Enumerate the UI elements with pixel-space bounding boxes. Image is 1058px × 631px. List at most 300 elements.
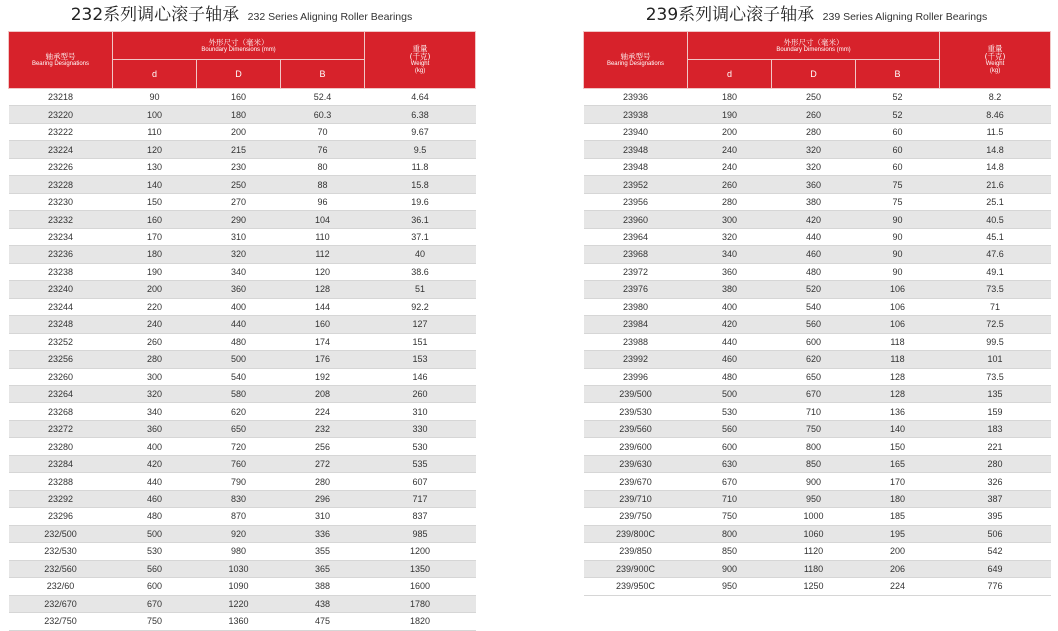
- cell-B: 96: [281, 193, 365, 210]
- cell-d: 750: [688, 508, 772, 525]
- table-row: [9, 298, 476, 315]
- cell-D: 1250: [772, 578, 856, 595]
- cell-B: 70: [281, 123, 365, 140]
- cell-designation: 239/560: [584, 420, 688, 437]
- cell-weight: 1200: [365, 543, 476, 560]
- cell-B: 150: [856, 438, 940, 455]
- title-en: 232 Series Aligning Roller Bearings: [247, 11, 413, 23]
- cell-designation: 23948: [584, 158, 688, 175]
- table-row: [9, 123, 476, 140]
- cell-B: 365: [281, 560, 365, 577]
- cell-designation: 23220: [9, 106, 113, 123]
- cell-d: 750: [113, 613, 197, 630]
- cell-designation: 239/950C: [584, 578, 688, 595]
- table-panel-232: [8, 0, 475, 631]
- cell-D: 230: [197, 158, 281, 175]
- cell-B: 106: [856, 281, 940, 298]
- cell-designation: 23980: [584, 298, 688, 315]
- cell-B: 90: [856, 228, 940, 245]
- cell-designation: 232/530: [9, 543, 113, 560]
- cell-B: 52: [856, 89, 940, 106]
- title-en: 239 Series Aligning Roller Bearings: [822, 11, 988, 23]
- cell-weight: 14.8: [940, 158, 1051, 175]
- cell-weight: 153: [365, 351, 476, 368]
- cell-d: 160: [113, 211, 197, 228]
- cell-D: 1090: [197, 578, 281, 595]
- bearing-table-239: [583, 31, 1051, 596]
- cell-B: 52.4: [281, 89, 365, 106]
- table-row: [584, 543, 1051, 560]
- cell-D: 180: [197, 106, 281, 123]
- cell-designation: 232/670: [9, 595, 113, 612]
- cell-B: 185: [856, 508, 940, 525]
- cell-D: 710: [772, 403, 856, 420]
- cell-d: 630: [688, 455, 772, 472]
- cell-designation: 23218: [9, 89, 113, 106]
- cell-B: 128: [856, 385, 940, 402]
- table-row: [9, 403, 476, 420]
- table-row: [584, 333, 1051, 350]
- cell-designation: 239/600: [584, 438, 688, 455]
- cell-weight: 11.5: [940, 123, 1051, 140]
- cell-designation: 23940: [584, 123, 688, 140]
- cell-weight: 127: [365, 316, 476, 333]
- cell-D: 480: [197, 333, 281, 350]
- cell-weight: 49.1: [940, 263, 1051, 280]
- cell-D: 160: [197, 89, 281, 106]
- cell-weight: 535: [365, 455, 476, 472]
- table-row: [9, 543, 476, 560]
- cell-d: 340: [113, 403, 197, 420]
- cell-B: 112: [281, 246, 365, 263]
- cell-d: 180: [113, 246, 197, 263]
- header-D: D: [772, 60, 856, 89]
- cell-B: 52: [856, 106, 940, 123]
- cell-D: 760: [197, 455, 281, 472]
- cell-D: 380: [772, 193, 856, 210]
- cell-B: 296: [281, 490, 365, 507]
- table-row: [584, 263, 1051, 280]
- cell-D: 320: [772, 141, 856, 158]
- cell-weight: 51: [365, 281, 476, 298]
- cell-D: 750: [772, 420, 856, 437]
- cell-D: 900: [772, 473, 856, 490]
- cell-designation: 23956: [584, 193, 688, 210]
- cell-d: 130: [113, 158, 197, 175]
- cell-B: 180: [856, 490, 940, 507]
- table-row: [584, 455, 1051, 472]
- cell-D: 1120: [772, 543, 856, 560]
- table-row: [9, 106, 476, 123]
- cell-B: 355: [281, 543, 365, 560]
- cell-d: 460: [688, 351, 772, 368]
- cell-d: 280: [688, 193, 772, 210]
- cell-d: 240: [688, 141, 772, 158]
- table-row: [584, 403, 1051, 420]
- cell-designation: 23256: [9, 351, 113, 368]
- cell-designation: 23952: [584, 176, 688, 193]
- table-row: [9, 333, 476, 350]
- table-row: [9, 368, 476, 385]
- cell-D: 215: [197, 141, 281, 158]
- cell-designation: 239/630: [584, 455, 688, 472]
- cell-designation: 239/710: [584, 490, 688, 507]
- cell-designation: 23976: [584, 281, 688, 298]
- cell-d: 260: [113, 333, 197, 350]
- cell-B: 176: [281, 351, 365, 368]
- title-cn: 239系列调心滚子轴承: [645, 5, 815, 25]
- cell-d: 560: [688, 420, 772, 437]
- cell-d: 190: [113, 263, 197, 280]
- cell-weight: 8.46: [940, 106, 1051, 123]
- cell-weight: 330: [365, 420, 476, 437]
- cell-weight: 11.8: [365, 158, 476, 175]
- cell-D: 1000: [772, 508, 856, 525]
- cell-B: 280: [281, 473, 365, 490]
- table-row: [9, 473, 476, 490]
- table-row: [9, 176, 476, 193]
- cell-weight: 649: [940, 560, 1051, 577]
- cell-d: 360: [688, 263, 772, 280]
- table-row: [9, 385, 476, 402]
- table-row: [9, 578, 476, 595]
- cell-d: 170: [113, 228, 197, 245]
- cell-D: 790: [197, 473, 281, 490]
- table-row: [9, 263, 476, 280]
- cell-weight: 260: [365, 385, 476, 402]
- header-D: D: [197, 60, 281, 89]
- cell-d: 200: [688, 123, 772, 140]
- cell-weight: 159: [940, 403, 1051, 420]
- table-row: [584, 193, 1051, 210]
- cell-B: 438: [281, 595, 365, 612]
- cell-d: 400: [113, 438, 197, 455]
- cell-d: 500: [688, 385, 772, 402]
- cell-B: 174: [281, 333, 365, 350]
- table-row: [9, 246, 476, 263]
- cell-B: 160: [281, 316, 365, 333]
- cell-D: 670: [772, 385, 856, 402]
- cell-B: 224: [856, 578, 940, 595]
- cell-weight: 14.8: [940, 141, 1051, 158]
- cell-D: 1060: [772, 525, 856, 542]
- cell-d: 420: [688, 316, 772, 333]
- table-row: [9, 141, 476, 158]
- cell-d: 300: [113, 368, 197, 385]
- cell-B: 128: [856, 368, 940, 385]
- cell-D: 920: [197, 525, 281, 542]
- cell-designation: 23234: [9, 228, 113, 245]
- cell-B: 200: [856, 543, 940, 560]
- table-row: [9, 281, 476, 298]
- cell-d: 180: [688, 89, 772, 106]
- cell-D: 440: [772, 228, 856, 245]
- cell-designation: 23238: [9, 263, 113, 280]
- cell-B: 75: [856, 176, 940, 193]
- cell-designation: 239/900C: [584, 560, 688, 577]
- table-row: [9, 490, 476, 507]
- cell-weight: 1350: [365, 560, 476, 577]
- cell-d: 800: [688, 525, 772, 542]
- cell-D: 480: [772, 263, 856, 280]
- cell-D: 720: [197, 438, 281, 455]
- cell-B: 165: [856, 455, 940, 472]
- table-row: [584, 560, 1051, 577]
- cell-designation: 23252: [9, 333, 113, 350]
- cell-D: 260: [772, 106, 856, 123]
- table-row: [584, 298, 1051, 315]
- cell-designation: 23232: [9, 211, 113, 228]
- table-body-239: [584, 89, 1051, 596]
- cell-d: 200: [113, 281, 197, 298]
- cell-D: 250: [197, 176, 281, 193]
- cell-weight: 1820: [365, 613, 476, 630]
- cell-B: 388: [281, 578, 365, 595]
- cell-d: 850: [688, 543, 772, 560]
- cell-D: 850: [772, 455, 856, 472]
- cell-weight: 9.67: [365, 123, 476, 140]
- cell-d: 560: [113, 560, 197, 577]
- cell-D: 1360: [197, 613, 281, 630]
- table-row: [9, 351, 476, 368]
- cell-weight: 506: [940, 525, 1051, 542]
- title-cn: 232系列调心滚子轴承: [70, 5, 240, 25]
- cell-designation: 23248: [9, 316, 113, 333]
- cell-B: 60.3: [281, 106, 365, 123]
- table-row: [584, 158, 1051, 175]
- table-row: [9, 525, 476, 542]
- cell-d: 340: [688, 246, 772, 263]
- cell-d: 320: [113, 385, 197, 402]
- cell-weight: 9.5: [365, 141, 476, 158]
- cell-weight: 71: [940, 298, 1051, 315]
- cell-weight: 92.2: [365, 298, 476, 315]
- cell-designation: 23230: [9, 193, 113, 210]
- cell-designation: 23296: [9, 508, 113, 525]
- cell-designation: 23226: [9, 158, 113, 175]
- cell-D: 360: [772, 176, 856, 193]
- cell-d: 400: [688, 298, 772, 315]
- cell-B: 90: [856, 246, 940, 263]
- cell-B: 136: [856, 403, 940, 420]
- table-row: [584, 246, 1051, 263]
- cell-D: 620: [772, 351, 856, 368]
- cell-B: 232: [281, 420, 365, 437]
- table-row: [584, 123, 1051, 140]
- cell-designation: 239/530: [584, 403, 688, 420]
- cell-weight: 8.2: [940, 89, 1051, 106]
- cell-D: 360: [197, 281, 281, 298]
- cell-d: 100: [113, 106, 197, 123]
- cell-B: 60: [856, 158, 940, 175]
- table-row: [584, 525, 1051, 542]
- cell-weight: 310: [365, 403, 476, 420]
- table-row: [584, 89, 1051, 106]
- cell-B: 110: [281, 228, 365, 245]
- cell-d: 460: [113, 490, 197, 507]
- header-designation: 轴承型号 Bearing Designations: [9, 32, 113, 89]
- cell-d: 900: [688, 560, 772, 577]
- cell-d: 950: [688, 578, 772, 595]
- cell-designation: 23984: [584, 316, 688, 333]
- cell-B: 272: [281, 455, 365, 472]
- cell-designation: 23264: [9, 385, 113, 402]
- cell-B: 144: [281, 298, 365, 315]
- table-row: [9, 89, 476, 106]
- cell-B: 118: [856, 351, 940, 368]
- cell-D: 1220: [197, 595, 281, 612]
- cell-weight: 99.5: [940, 333, 1051, 350]
- cell-D: 440: [197, 316, 281, 333]
- cell-D: 500: [197, 351, 281, 368]
- cell-d: 120: [113, 141, 197, 158]
- cell-B: 208: [281, 385, 365, 402]
- cell-designation: 23948: [584, 141, 688, 158]
- cell-d: 260: [688, 176, 772, 193]
- cell-weight: 326: [940, 473, 1051, 490]
- cell-designation: 23222: [9, 123, 113, 140]
- cell-designation: 232/60: [9, 578, 113, 595]
- cell-D: 200: [197, 123, 281, 140]
- cell-B: 106: [856, 298, 940, 315]
- table-row: [584, 106, 1051, 123]
- cell-d: 90: [113, 89, 197, 106]
- table-row: [584, 211, 1051, 228]
- cell-D: 460: [772, 246, 856, 263]
- table-row: [584, 228, 1051, 245]
- cell-weight: 1780: [365, 595, 476, 612]
- cell-B: 80: [281, 158, 365, 175]
- cell-weight: 72.5: [940, 316, 1051, 333]
- header-B: B: [281, 60, 365, 89]
- cell-D: 250: [772, 89, 856, 106]
- cell-weight: 387: [940, 490, 1051, 507]
- cell-d: 530: [113, 543, 197, 560]
- cell-weight: 717: [365, 490, 476, 507]
- cell-designation: 23936: [584, 89, 688, 106]
- cell-weight: 45.1: [940, 228, 1051, 245]
- cell-D: 620: [197, 403, 281, 420]
- cell-weight: 280: [940, 455, 1051, 472]
- cell-weight: 135: [940, 385, 1051, 402]
- cell-d: 600: [113, 578, 197, 595]
- cell-designation: 232/750: [9, 613, 113, 630]
- table-body-232: [9, 89, 476, 631]
- cell-d: 280: [113, 351, 197, 368]
- cell-weight: 73.5: [940, 368, 1051, 385]
- cell-designation: 232/560: [9, 560, 113, 577]
- cell-B: 75: [856, 193, 940, 210]
- cell-weight: 607: [365, 473, 476, 490]
- table-row: [584, 351, 1051, 368]
- cell-B: 118: [856, 333, 940, 350]
- table-row: [584, 141, 1051, 158]
- cell-B: 76: [281, 141, 365, 158]
- cell-d: 240: [113, 316, 197, 333]
- table-row: [584, 385, 1051, 402]
- cell-designation: 239/800C: [584, 525, 688, 542]
- cell-d: 150: [113, 193, 197, 210]
- cell-weight: 151: [365, 333, 476, 350]
- table-row: [584, 508, 1051, 525]
- cell-D: 950: [772, 490, 856, 507]
- cell-designation: 23964: [584, 228, 688, 245]
- cell-D: 600: [772, 333, 856, 350]
- cell-designation: 23228: [9, 176, 113, 193]
- cell-weight: 19.6: [365, 193, 476, 210]
- cell-D: 800: [772, 438, 856, 455]
- table-row: [9, 508, 476, 525]
- table-row: [9, 438, 476, 455]
- cell-D: 830: [197, 490, 281, 507]
- cell-D: 290: [197, 211, 281, 228]
- cell-designation: 232/500: [9, 525, 113, 542]
- cell-d: 670: [688, 473, 772, 490]
- cell-D: 340: [197, 263, 281, 280]
- cell-d: 480: [688, 368, 772, 385]
- cell-B: 106: [856, 316, 940, 333]
- cell-D: 580: [197, 385, 281, 402]
- cell-designation: 23272: [9, 420, 113, 437]
- cell-weight: 183: [940, 420, 1051, 437]
- cell-weight: 542: [940, 543, 1051, 560]
- cell-designation: 23268: [9, 403, 113, 420]
- cell-B: 140: [856, 420, 940, 437]
- cell-designation: 239/850: [584, 543, 688, 560]
- cell-D: 560: [772, 316, 856, 333]
- cell-weight: 776: [940, 578, 1051, 595]
- cell-designation: 23288: [9, 473, 113, 490]
- table-title-232: [8, 0, 475, 31]
- table-row: [584, 438, 1051, 455]
- table-row: [584, 578, 1051, 595]
- header-B: B: [856, 60, 940, 89]
- header-designation: 轴承型号 Bearing Designations: [584, 32, 688, 89]
- cell-weight: 4.64: [365, 89, 476, 106]
- table-title-239: [583, 0, 1050, 31]
- cell-D: 400: [197, 298, 281, 315]
- cell-B: 224: [281, 403, 365, 420]
- cell-D: 980: [197, 543, 281, 560]
- cell-designation: 23224: [9, 141, 113, 158]
- cell-B: 90: [856, 263, 940, 280]
- header-d: d: [113, 60, 197, 89]
- cell-designation: 23996: [584, 368, 688, 385]
- cell-designation: 23240: [9, 281, 113, 298]
- cell-d: 670: [113, 595, 197, 612]
- cell-d: 360: [113, 420, 197, 437]
- cell-designation: 23992: [584, 351, 688, 368]
- cell-d: 190: [688, 106, 772, 123]
- table-row: [9, 228, 476, 245]
- cell-designation: 239/500: [584, 385, 688, 402]
- header-weight: 重量 (千克) Weight (kg): [365, 32, 476, 89]
- cell-B: 128: [281, 281, 365, 298]
- cell-d: 600: [688, 438, 772, 455]
- cell-d: 530: [688, 403, 772, 420]
- cell-weight: 1600: [365, 578, 476, 595]
- cell-B: 90: [856, 211, 940, 228]
- table-row: [9, 595, 476, 612]
- cell-d: 380: [688, 281, 772, 298]
- cell-D: 270: [197, 193, 281, 210]
- cell-d: 240: [688, 158, 772, 175]
- cell-d: 110: [113, 123, 197, 140]
- cell-d: 220: [113, 298, 197, 315]
- cell-weight: 837: [365, 508, 476, 525]
- cell-d: 440: [688, 333, 772, 350]
- cell-d: 420: [113, 455, 197, 472]
